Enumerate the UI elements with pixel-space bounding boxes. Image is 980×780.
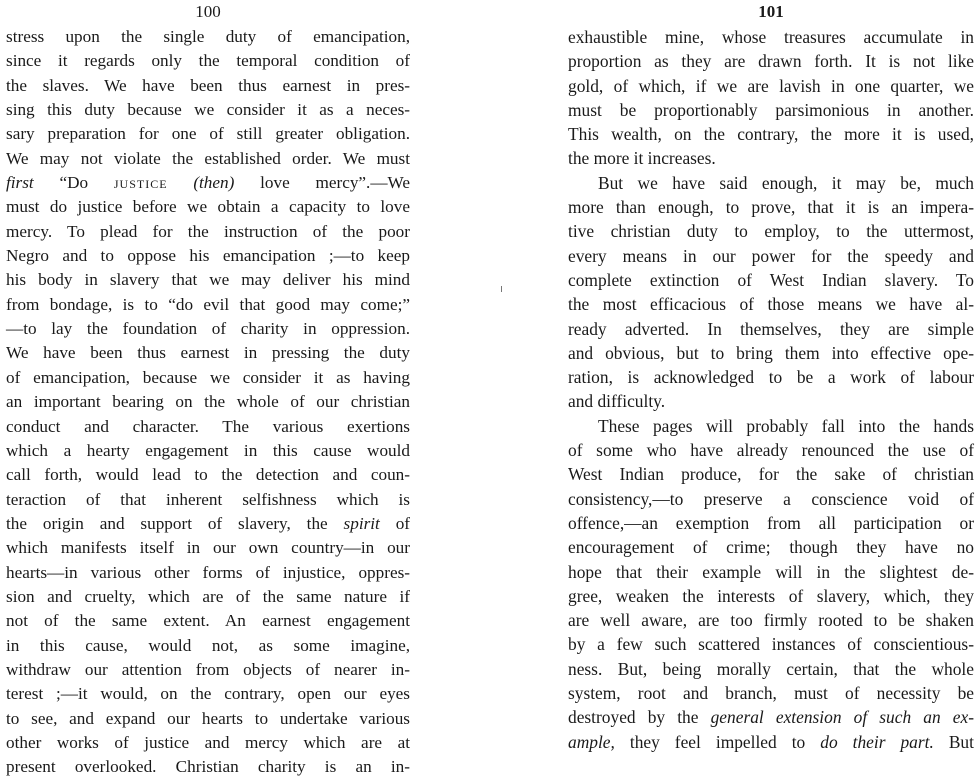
text-line: are well aware, are too firmly rooted to be shaken [568,610,974,631]
text-line: gree, weaken the interests of slavery, which, they [568,585,974,606]
small-caps-justice: justice [113,173,168,193]
text-line: system, root and branch, must of necessity be [568,683,974,704]
text-line: the most efficacious of those means we have al- [568,294,974,315]
general-line-before: destroyed by the [568,707,699,728]
text-line: by a few such scattered instances of conscientious- [568,634,974,655]
text-line: gold, of which, if we are lavish in one quarter, we [568,75,974,96]
text-line: consistency,—to preserve a conscience void of [568,488,974,509]
text-line: which a hearty engagement in this cause would [6,440,410,460]
text-line-do-justice [6,171,410,195]
text-line: offence,—an exemption from all participation or [568,512,974,533]
right-page-text [568,25,974,754]
text-line-general-extension [568,705,974,729]
left-page-number: 100 [195,2,221,21]
text-line: mercy. To plead for the instruction of the poor [6,221,410,241]
text-line: every means in our power for the speedy and [568,245,974,266]
text-line: of emancipation, because we consider it as having [6,367,410,387]
text-line: present overlooked. Christian charity is an in- [6,757,410,777]
text-line: West Indian produce, for the sake of christian [568,464,974,485]
italic-then: (then) [193,173,235,193]
text-line: encouragement of crime; though they have no [568,537,974,558]
text-line: hearts—in various other forms of injustice, oppres- [6,562,410,582]
text-line: more than enough, to prove, that it is an impera- [568,197,974,218]
text-line: ness. But, being morally certain, that the whole [568,658,974,679]
text-line: teraction of that inherent selfishness which is [6,489,410,509]
part-line-after: But [948,731,974,752]
text-line: the slaves. We have been thus earnest in pres- [6,75,410,95]
italic-ample: ample, [568,731,615,752]
italic-do-their-part: do their part. [820,731,934,752]
text-line: and obvious, but to bring them into effective ope- [568,342,974,363]
text-line: sary preparation for one of still greater obligation. [6,124,410,144]
paragraph-start-line: But we have said enough, it may be, much [598,172,974,193]
spirit-line-after: of [395,513,411,533]
text-line: his body in slavery that we may deliver his mind [6,270,410,290]
text-line: withdraw our attention from objects of nearer in- [6,659,410,679]
text-line: We have been thus earnest in pressing the duty [6,343,410,363]
text-line: proportion as they are drawn forth. It is not like [568,51,974,72]
paragraph-start-line: These pages will probably fall into the hands [598,415,974,436]
text-line: stress upon the single duty of emancipation, [6,27,410,46]
text-line-spirit [6,512,410,536]
text-line: which manifests itself in our own country—in our [6,538,410,558]
text-line: to see, and expand our hearts to undertake various [6,708,410,728]
text-line: complete extinction of West Indian slavery. To [568,269,974,290]
text-line: an important bearing on the whole of our christian [6,392,410,412]
italic-general-extension: general extension of such an ex- [710,707,974,728]
gutter-mark [501,286,502,292]
text-line: since it regards only the temporal condition of [6,51,410,71]
text-line: the more it increases. [568,148,716,169]
quote-do: “Do [59,173,89,193]
text-line: and difficulty. [568,391,666,412]
text-line: This wealth, on the contrary, the more it is used, [568,124,974,145]
text-line: ready adverted. In themselves, they are simple [568,318,974,339]
text-line: Negro and to oppose his emancipation ;—to keep [6,246,410,266]
text-line: We may not violate the established order. We must [6,148,410,168]
text-line: not of the same extent. An earnest engagement [6,611,410,631]
spirit-line-before: the origin and support of slavery, the [6,513,328,533]
text-line: other works of justice and mercy which are at [6,732,410,752]
text-line: of some who have already renounced the use of [568,440,974,461]
text-line: terest ;—it would, on the contrary, open our eyes [6,684,410,704]
text-line: sion and cruelty, which are of the same nature if [6,586,410,606]
text-line: —to lay the foundation of charity in oppression. [6,319,410,339]
part-line-middle: they feel impelled to [629,731,806,752]
text-line-do-their-part [568,730,974,754]
text-line: must be proportionably parsimonious in another. [568,99,974,120]
text-line: must do justice before we obtain a capacity to love [6,197,410,217]
text-line: from bondage, is to “do evil that good may come;” [6,294,410,314]
left-page-text [6,25,410,780]
left-page [6,0,410,780]
text-line: call forth, would lead to the detection and coun- [6,465,410,485]
italic-first: first [6,173,34,193]
text-line: sing this duty because we consider it as a neces- [6,100,410,120]
text-line: ration, is acknowledged to be a work of labour [568,367,974,388]
text-line: tive christian duty to employ, to the uttermost, [568,221,974,242]
text-line: conduct and character. The various exertions [6,416,410,436]
text-line: in this cause, would not, as some imagine, [6,635,410,655]
love-mercy: love mercy”.—We [260,173,411,193]
text-line: exhaustible mine, whose treasures accumulate in [568,27,974,47]
right-page-number: 101 [758,2,784,21]
italic-spirit: spirit [343,513,380,533]
text-line: hope that their example will in the slightest de- [568,561,974,582]
right-page [568,0,974,754]
